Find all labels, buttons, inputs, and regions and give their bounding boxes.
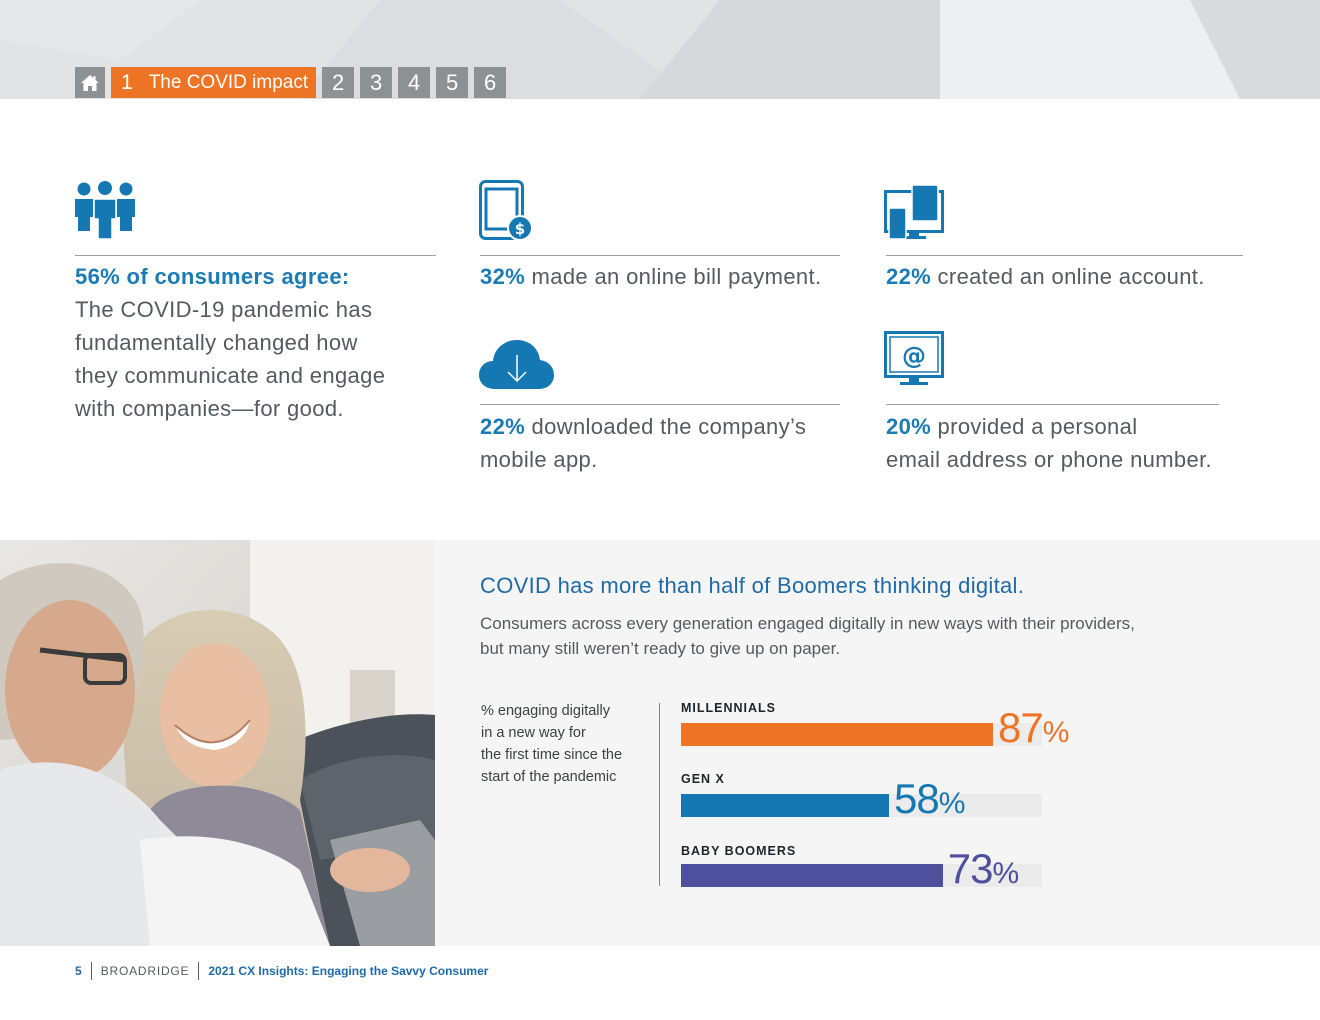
- stat-divider: [480, 255, 840, 256]
- smiling-couple-laptop-photo: [0, 540, 435, 946]
- stat-divider: [480, 404, 840, 405]
- bar-track: [681, 794, 1042, 817]
- stat-line: The COVID-19 pandemic has: [75, 297, 373, 322]
- devices-icon: [884, 184, 946, 247]
- tablet-dollar-icon: [479, 180, 535, 247]
- bar-category-label: BABY BOOMERS: [681, 844, 797, 858]
- section-title: COVID has more than half of Boomers thinking digital.: [480, 573, 1025, 598]
- chart-title-line: the first time since the: [481, 747, 623, 763]
- people-group-icon: [74, 181, 136, 246]
- stat-description: downloaded the company’s: [525, 414, 807, 439]
- stat-highlight: 22%: [480, 414, 526, 439]
- nav-page-6[interactable]: 6: [474, 67, 506, 98]
- stat-highlight: 56% of consumers agree:: [75, 264, 350, 289]
- stat-bill-payment-text: [480, 260, 850, 293]
- stat-highlight: 32%: [480, 264, 526, 289]
- cloud-download-icon: [479, 338, 555, 395]
- document-title: 2021 CX Insights: Engaging the Savvy Consumer: [208, 964, 489, 978]
- bar-category-label: MILLENNIALS: [681, 701, 777, 715]
- chart-title-line: in a new way for: [481, 725, 586, 741]
- stat-divider: [886, 255, 1243, 256]
- subtitle-line: but many still weren’t ready to give up on paper.: [480, 639, 841, 658]
- stat-line: they communicate and engage: [75, 363, 386, 388]
- bar-millennials: [681, 723, 993, 746]
- stat-description: email address or phone number.: [886, 447, 1213, 472]
- bar-gen-x: [681, 794, 889, 817]
- boomers-digital-section: [0, 540, 1320, 946]
- nav-tab-number: 1: [121, 70, 133, 94]
- chart-divider: [659, 703, 660, 886]
- stat-description: provided a personal: [931, 414, 1138, 439]
- svg-text:@: @: [902, 342, 926, 370]
- chart-title-line: % engaging digitally: [481, 703, 610, 719]
- subtitle-line: Consumers across every generation engaged digitally in new ways with their providers,: [480, 614, 1135, 633]
- stat-mobile-app-text: [480, 410, 850, 476]
- footer-divider: [198, 962, 199, 980]
- footer-divider: [91, 962, 92, 980]
- chart-title-line: start of the pandemic: [481, 769, 617, 785]
- home-button[interactable]: [75, 67, 105, 98]
- page-number: 5: [75, 964, 82, 978]
- stat-description: mobile app.: [480, 447, 598, 472]
- stat-divider: [886, 404, 1219, 405]
- bar-track: [681, 723, 1042, 746]
- home-icon: [80, 73, 100, 93]
- nav-page-5[interactable]: 5: [436, 67, 468, 98]
- stat-divider: [75, 255, 436, 256]
- chart-title: [481, 700, 651, 788]
- bar-value-unit: %: [992, 857, 1020, 890]
- nav-tab-covid-impact[interactable]: [111, 67, 316, 98]
- page-footer: [75, 962, 488, 980]
- stat-highlight: 22%: [886, 264, 932, 289]
- brand-name: BROADRIDGE: [100, 964, 190, 978]
- stat-line: with companies—for good.: [75, 396, 344, 421]
- nav-page-2[interactable]: 2: [322, 67, 354, 98]
- section-nav: [75, 67, 506, 98]
- monitor-at-icon: [884, 331, 946, 392]
- bar-value-number: 73: [947, 845, 993, 892]
- stat-description: created an online account.: [931, 264, 1205, 289]
- stat-description: made an online bill payment.: [525, 264, 822, 289]
- nav-page-4[interactable]: 4: [398, 67, 430, 98]
- nav-tab-label: The COVID impact: [148, 71, 309, 93]
- bar-value-label: [894, 775, 966, 825]
- svg-text:$: $: [514, 220, 526, 238]
- bar-value-number: 87: [998, 704, 1043, 751]
- bar-value-unit: %: [938, 787, 966, 820]
- bar-value-label: [947, 845, 1020, 895]
- nav-page-3[interactable]: 3: [360, 67, 392, 98]
- stat-highlight: 20%: [886, 414, 932, 439]
- bar-value-label: [998, 704, 1070, 754]
- bar-value-number: 58: [894, 775, 939, 822]
- bar-value-unit: %: [1042, 716, 1070, 749]
- stat-personal-info-text: [886, 410, 1286, 476]
- bar-category-label: GEN X: [681, 772, 725, 786]
- stat-online-account-text: [886, 260, 1266, 293]
- stat-consumers-text: [75, 260, 435, 425]
- bar-baby-boomers: [681, 864, 943, 887]
- section-subtitle: [480, 611, 1200, 661]
- stat-line: fundamentally changed how: [75, 330, 358, 355]
